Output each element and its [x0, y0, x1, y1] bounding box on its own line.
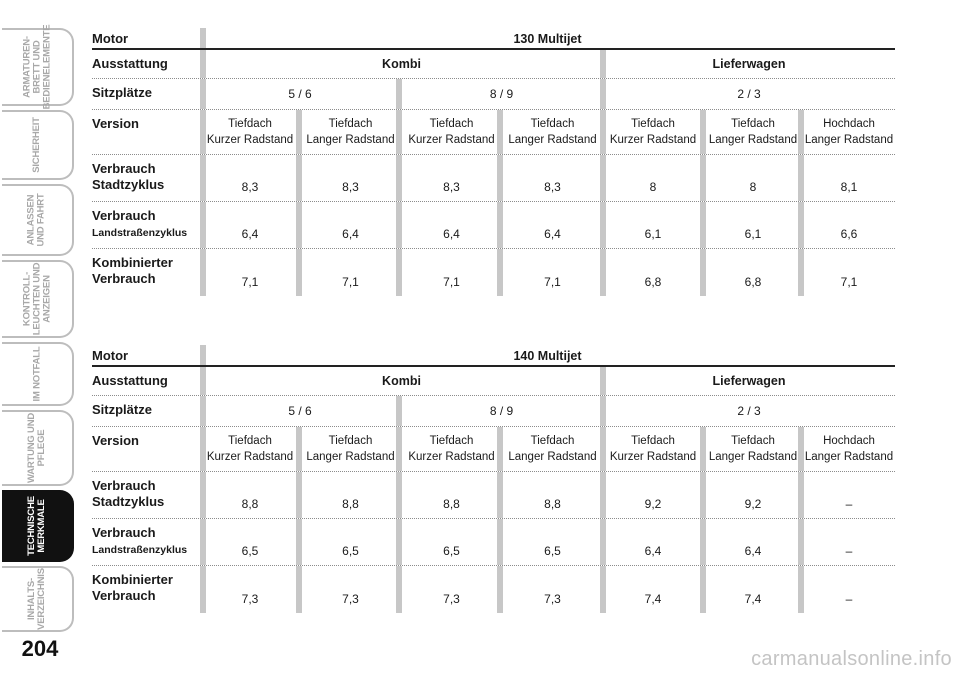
page-number: 204: [21, 636, 59, 661]
value-cell: 8,8: [241, 497, 259, 511]
equipment-cell: Kombi: [382, 57, 421, 71]
column-separator: [700, 202, 706, 248]
version-cell: [401, 110, 502, 154]
column-separator: [396, 472, 402, 518]
value-cell: 6,5: [241, 544, 259, 558]
seats-cell: 8 / 9: [489, 404, 514, 418]
version-cell: [603, 427, 703, 471]
column-separator: [600, 472, 606, 518]
row-label-line: Verbrauch: [92, 478, 156, 493]
wheelbase: Langer Radstand: [708, 134, 798, 146]
value-cell: 7,3: [241, 592, 259, 606]
roof-type: Tiefdach: [530, 435, 575, 447]
value-cell: 6,1: [744, 227, 762, 241]
seats-cell: 5 / 6: [288, 87, 312, 101]
column-separator: [296, 519, 302, 565]
watermark: carmanualsonline.info: [751, 648, 952, 670]
chapter-tab-bar: [0, 24, 76, 630]
chapter-tab-label: KONTROLL- LEUCHTEN UND ANZEIGEN: [21, 262, 53, 336]
value-cell: 6,4: [644, 544, 662, 558]
version-row: [92, 110, 895, 155]
value-cell: 8,3: [544, 180, 561, 194]
row-label-line: Verbrauch: [92, 588, 156, 603]
engine-name: 140 Multijet: [513, 349, 582, 363]
column-separator: [296, 110, 302, 154]
column-separator: [200, 50, 206, 78]
column-separator: [798, 155, 804, 201]
column-separator: [600, 50, 606, 78]
column-separator: [600, 519, 606, 565]
version-cell: [300, 427, 401, 471]
column-separator: [600, 79, 606, 109]
column-separator: [600, 249, 606, 296]
roof-type: Tiefdach: [429, 118, 474, 130]
chapter-tab-index[interactable]: [2, 566, 74, 632]
column-separator: [600, 396, 606, 426]
chapter-tab-warning-lights[interactable]: [2, 260, 74, 338]
column-separator: [396, 155, 402, 201]
column-separator: [798, 110, 804, 154]
consumption-table-130-multijet: [92, 28, 895, 296]
row-label-combined: [92, 566, 200, 613]
column-separator: [296, 202, 302, 248]
wheelbase: Kurzer Radstand: [206, 451, 294, 463]
value-cell: 6,6: [840, 227, 858, 241]
column-separator: [798, 202, 804, 248]
chapter-tab-instruments[interactable]: [2, 24, 74, 110]
row-label-equipment: Ausstattung: [92, 56, 168, 71]
version-cell: [603, 110, 703, 154]
value-cell: 6,5: [342, 544, 359, 558]
row-label-line: Verbrauch: [92, 271, 156, 286]
column-separator: [600, 566, 606, 613]
row-label-version: Version: [92, 433, 139, 448]
row-label-line: Stadtzyklus: [92, 494, 165, 509]
combined-consumption-row: [92, 566, 895, 613]
equipment-cell: Lieferwagen: [712, 57, 786, 71]
value-cell: 6,8: [644, 275, 662, 289]
version-cell: [803, 110, 895, 154]
roof-type: Tiefdach: [429, 435, 474, 447]
chapter-tab-label: INHALTS- VERZEICHNIS: [25, 568, 47, 630]
engine-row: [92, 28, 895, 50]
column-separator: [296, 155, 302, 201]
column-separator: [396, 202, 402, 248]
column-separator: [497, 566, 503, 613]
column-separator: [200, 79, 206, 109]
value-cell: 9,2: [744, 497, 762, 511]
equipment-row: [92, 50, 895, 79]
seats-cell: 5 / 6: [288, 404, 312, 418]
seats-cell: 2 / 3: [737, 87, 761, 101]
value-cell: –: [845, 497, 853, 511]
extra-urban-consumption-row: [92, 202, 895, 249]
value-cell: –: [845, 592, 853, 606]
column-separator: [700, 566, 706, 613]
value-cell: 7,1: [241, 275, 259, 289]
wheelbase: Kurzer Radstand: [206, 134, 294, 146]
value-cell: 6,4: [443, 227, 460, 241]
column-separator: [396, 110, 402, 154]
column-separator: [396, 396, 402, 426]
wheelbase: Langer Radstand: [508, 451, 597, 463]
version-cell: [703, 427, 803, 471]
roof-type: Tiefdach: [731, 118, 775, 130]
roof-type: Tiefdach: [530, 118, 575, 130]
column-separator: [600, 155, 606, 201]
column-separator: [497, 427, 503, 471]
urban-consumption-row: [92, 472, 895, 519]
version-cell: [803, 427, 895, 471]
column-separator: [600, 367, 606, 395]
wheelbase: Kurzer Radstand: [408, 134, 495, 146]
chapter-tab-label: ANLASSEN UND FAHRT: [26, 193, 47, 247]
column-separator: [497, 202, 503, 248]
chapter-tab-label: TECHNISCHE MERKMALE: [25, 496, 47, 556]
value-cell: 8,1: [840, 180, 858, 194]
column-separator: [200, 396, 206, 426]
value-cell: 7,4: [644, 592, 662, 606]
roof-type: Hochdach: [823, 435, 875, 447]
column-separator: [200, 566, 206, 613]
row-label-version: Version: [92, 116, 139, 131]
engine-row: [92, 345, 895, 367]
value-cell: 6,5: [443, 544, 460, 558]
wheelbase: Kurzer Radstand: [609, 451, 697, 463]
column-separator: [396, 519, 402, 565]
row-label-equipment: Ausstattung: [92, 373, 168, 388]
wheelbase: Langer Radstand: [306, 451, 395, 463]
column-separator: [200, 427, 206, 471]
column-separator: [200, 155, 206, 201]
column-separator: [497, 519, 503, 565]
column-separator: [296, 249, 302, 296]
row-label-urban: [92, 472, 200, 518]
chapter-tab-label: IM NOTFALL: [31, 346, 42, 402]
value-cell: 8,8: [544, 497, 561, 511]
row-label-line: Verbrauch: [92, 525, 156, 540]
value-cell: 8,3: [443, 180, 460, 194]
chapter-tab-starting[interactable]: [2, 184, 74, 256]
value-cell: 7,3: [544, 592, 561, 606]
column-separator: [200, 28, 206, 48]
column-separator: [700, 519, 706, 565]
consumption-table-140-multijet: [92, 345, 895, 613]
column-separator: [600, 110, 606, 154]
column-separator: [200, 519, 206, 565]
value-cell: 8,3: [241, 180, 259, 194]
wheelbase: Kurzer Radstand: [408, 451, 495, 463]
version-cell: [401, 427, 502, 471]
version-cell: [200, 427, 300, 471]
value-cell: 8,8: [443, 497, 460, 511]
row-label-extra-urban: [92, 519, 200, 565]
row-label-engine: Motor: [92, 348, 129, 363]
column-separator: [396, 427, 402, 471]
value-cell: 7,3: [443, 592, 460, 606]
wheelbase: Langer Radstand: [508, 134, 597, 146]
seats-cell: 2 / 3: [737, 404, 761, 418]
roof-type: Tiefdach: [228, 118, 272, 130]
column-separator: [200, 249, 206, 296]
row-label-seats: Sitzplätze: [92, 85, 152, 100]
column-separator: [200, 110, 206, 154]
column-separator: [497, 110, 503, 154]
column-separator: [200, 472, 206, 518]
version-row: [92, 427, 895, 472]
version-cell: [200, 110, 300, 154]
equipment-row: [92, 367, 895, 396]
roof-type: Tiefdach: [228, 435, 272, 447]
wheelbase: Langer Radstand: [804, 134, 894, 146]
chapter-tab-label: ARMATUREN- BRETT UND BEDIENELEMENTE: [21, 24, 53, 110]
wheelbase: Langer Radstand: [708, 451, 798, 463]
value-cell: 7,1: [342, 275, 359, 289]
row-label-line: Landstraßenzyklus: [92, 227, 188, 239]
roof-type: Tiefdach: [328, 435, 373, 447]
value-cell: 8,3: [342, 180, 359, 194]
column-separator: [396, 566, 402, 613]
row-label-line: Kombinierter: [92, 572, 173, 587]
value-cell: –: [845, 544, 853, 558]
column-separator: [700, 427, 706, 471]
value-cell: 7,1: [544, 275, 561, 289]
seats-row: [92, 396, 895, 427]
value-cell: 8,8: [342, 497, 359, 511]
column-separator: [798, 472, 804, 518]
column-separator: [798, 519, 804, 565]
chapter-tab-maintenance[interactable]: [2, 410, 74, 486]
extra-urban-consumption-row: [92, 519, 895, 566]
column-separator: [600, 427, 606, 471]
column-separator: [497, 155, 503, 201]
chapter-tab-label: WARTUNG UND PFLEGE: [26, 412, 48, 484]
column-separator: [497, 472, 503, 518]
column-separator: [396, 79, 402, 109]
value-cell: 6,4: [342, 227, 359, 241]
column-separator: [700, 110, 706, 154]
seats-cell: 8 / 9: [489, 87, 514, 101]
column-separator: [296, 566, 302, 613]
value-cell: 6,1: [644, 227, 662, 241]
value-cell: 7,4: [744, 592, 762, 606]
row-label-line: Landstraßenzyklus: [92, 544, 188, 556]
column-separator: [700, 155, 706, 201]
roof-type: Hochdach: [823, 118, 875, 130]
version-cell: [502, 427, 603, 471]
row-label-extra-urban: [92, 202, 200, 248]
column-separator: [798, 427, 804, 471]
row-label-engine: Motor: [92, 31, 129, 46]
roof-type: Tiefdach: [631, 435, 675, 447]
wheelbase: Langer Radstand: [306, 134, 395, 146]
column-separator: [700, 472, 706, 518]
seats-row: [92, 79, 895, 110]
value-cell: 6,4: [744, 544, 762, 558]
column-separator: [200, 202, 206, 248]
roof-type: Tiefdach: [631, 118, 675, 130]
column-separator: [798, 249, 804, 296]
chapter-tab-safety[interactable]: [2, 110, 74, 180]
row-label-line: Kombinierter: [92, 255, 173, 270]
value-cell: 7,1: [840, 275, 858, 289]
wheelbase: Kurzer Radstand: [609, 134, 697, 146]
value-cell: 8: [649, 180, 657, 194]
column-separator: [296, 427, 302, 471]
urban-consumption-row: [92, 155, 895, 202]
row-label-seats: Sitzplätze: [92, 402, 152, 417]
column-separator: [200, 367, 206, 395]
version-cell: [300, 110, 401, 154]
engine-name: 130 Multijet: [513, 32, 582, 46]
value-cell: 8: [749, 180, 757, 194]
row-label-combined: [92, 249, 200, 296]
version-cell: [703, 110, 803, 154]
column-separator: [700, 249, 706, 296]
value-cell: 7,3: [342, 592, 359, 606]
column-separator: [296, 472, 302, 518]
equipment-cell: Lieferwagen: [712, 374, 786, 388]
equipment-cell: Kombi: [382, 374, 421, 388]
chapter-tab-label: SICHERHEIT: [30, 117, 42, 173]
value-cell: 6,8: [744, 275, 762, 289]
value-cell: 6,4: [544, 227, 561, 241]
row-label-line: Verbrauch: [92, 208, 156, 223]
column-separator: [200, 345, 206, 365]
value-cell: 7,1: [443, 275, 460, 289]
combined-consumption-row: [92, 249, 895, 296]
value-cell: 6,4: [241, 227, 259, 241]
row-label-line: Verbrauch: [92, 161, 156, 176]
chapter-tab-emergency[interactable]: [2, 342, 74, 406]
column-separator: [396, 249, 402, 296]
column-separator: [600, 202, 606, 248]
roof-type: Tiefdach: [328, 118, 373, 130]
row-label-line: Stadtzyklus: [92, 177, 165, 192]
value-cell: 6,5: [544, 544, 561, 558]
chapter-tab-technical-data[interactable]: [2, 490, 74, 562]
roof-type: Tiefdach: [731, 435, 775, 447]
column-separator: [497, 249, 503, 296]
column-separator: [798, 566, 804, 613]
value-cell: 9,2: [644, 497, 662, 511]
version-cell: [502, 110, 603, 154]
wheelbase: Langer Radstand: [804, 451, 894, 463]
row-label-urban: [92, 155, 200, 201]
